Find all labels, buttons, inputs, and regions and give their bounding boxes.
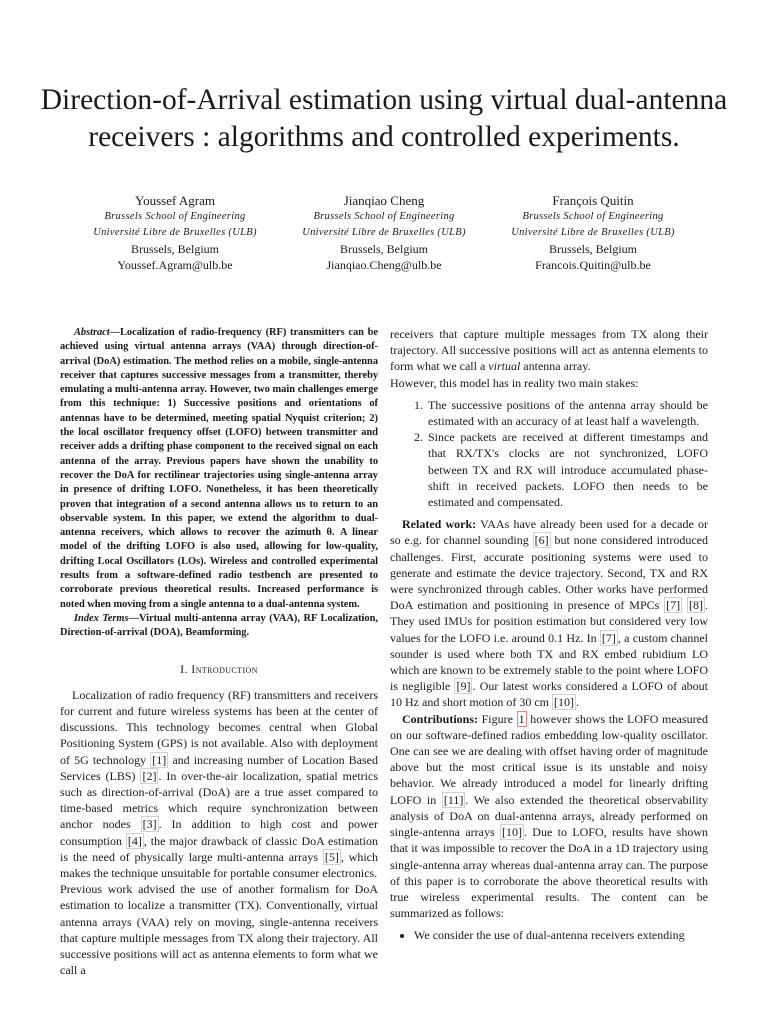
abstract-lead: Abstract: [74, 327, 110, 338]
list-item: 2. Since packets are received at different timestamps and that RX/TX's clocks are not synchronized, LOFO between TX and RX will introduce accumulated phase-shift in received packets. LOFO then needs to be estimated and compensated.: [426, 429, 708, 510]
author-university: Université Libre de Bruxelles (ULB): [302, 227, 466, 238]
contributions-list: [390, 927, 708, 943]
author-university: Université Libre de Bruxelles (ULB): [511, 227, 675, 238]
intro-paragraph-2: Previous work advised the use of another formalism for DoA estimation to localize a transmitter (TX). Conventionally, virtual antenna arrays (VAA) rely on moving, single-antenna receivers that capture multiple messages from TX along their trajectory. All successive positions will act as antenna elements to form what we call a: [60, 882, 378, 978]
citation-link[interactable]: [7]: [601, 630, 616, 645]
index-terms-text: —Virtual multi-antenna array (VAA), RF Localization, Direction-of-arrival (DOA), Beamforming.: [60, 612, 378, 639]
author-city: Brussels, Belgium: [130, 242, 219, 256]
author-email: Youssef.Agram@ulb.be: [117, 258, 233, 272]
citation-link[interactable]: [11]: [443, 792, 464, 807]
paper-title: Direction-of-Arrival estimation using virtual dual-antenna receivers : algorithms and controlled experiments.: [40, 83, 728, 153]
author-university: Université Libre de Bruxelles (ULB): [93, 227, 257, 238]
author-email: Francois.Quitin@ulb.be: [535, 258, 651, 272]
section-heading-introduction: I. Introduction: [180, 661, 258, 676]
related-work-paragraph: Related work: VAAs have already been used for a decade or so e.g. for channel sounding [6] but none considered introduced challenges. First, accurate positioning systems were used to generate and estimate the device trajectory. Second, TX and RX were synchronized through cables. Other works have performed DoA estimation and positioning in presence of MPCs [7] [8] . They used IMUs for position estimation but considered very low values for the LOFO i.e. around 0.1 Hz. In [7] , a custom channel sounder is used where both TX and RX embed rubidium LO which are known to be extremely stable to the point where LOFO is negligible [9] . Our latest works considered a LOFO of about 10 Hz and short motion of 30 cm [10] .: [390, 517, 709, 710]
list-item: 1. The successive positions of the antenna array should be estimated with an accuracy of at least half a wavelength.: [426, 397, 708, 429]
abstract: [60, 326, 378, 612]
author-name: Jianqiao Cheng: [343, 193, 425, 208]
citation-link[interactable]: [9]: [456, 679, 471, 694]
author-2: [279, 193, 489, 273]
author-school: Brussels School of Engineering: [313, 211, 455, 222]
index-terms: [60, 612, 378, 641]
contributions-paragraph: Contributions: Figure 1 however shows the LOFO measured on our software-defined radios embedding low-quality oscillator. One can see we are dealing with offset having order of magnitude above but the most critical issue is its unstable and noisy behavior. We already introduced a model for linearly drifting LOFO in [11] . We also extended the theoretical observability analysis of DoA on dual-antenna arrays, already performed on single-antenna arrays [10] . Due to LOFO, results have shown that it was impossible to recover the DoA in a 1D trajectory using single-antenna array whereas dual-antenna array can. The purpose of this paper is to corroborate the above theoretical results with true wireless experimental results. The content can be summarized as follows:: [390, 711, 709, 921]
citation-link[interactable]: [10]: [501, 825, 522, 840]
author-school: Brussels School of Engineering: [104, 211, 246, 222]
right-column: [390, 326, 708, 944]
left-column: [60, 326, 378, 978]
author-school: Brussels School of Engineering: [522, 211, 664, 222]
citation-link[interactable]: [5]: [324, 849, 339, 864]
citation-link[interactable]: [7]: [666, 598, 681, 613]
citation-link[interactable]: [1]: [152, 752, 167, 767]
intro-paragraph-2-continued: receivers that capture multiple messages from TX along their trajectory. All successive positions will act as antenna elements to form what we call a virtual antenna array.: [390, 327, 708, 374]
author-3: [488, 193, 698, 273]
citation-link[interactable]: [8]: [689, 598, 704, 613]
author-name: Youssef Agram: [135, 193, 215, 208]
citation-link[interactable]: [10]: [553, 695, 574, 710]
stakes-list: [390, 397, 708, 510]
figure-link[interactable]: 1: [518, 711, 525, 726]
intro-paragraph-1: Localization of radio frequency (RF) transmitters and receivers for current and future wireless systems has been at the center of discussions. This technology becomes central when Global Positioning System (GPS) is not available. Also with deployment of 5G technology [1] and increasing number of Location Based Services (LBS) [2] . In over-the-air localization, spatial metrics such as direction-of-arrival (DoA) are a true asset compared to time-based metrics which require synchronization between anchor nodes [3] . In addition to high cost and power consumption [4] , the major drawback of classic DoA estimation is the need of physically large multi-antenna arrays [5] , which makes the technique unsuitable for portable consumer electronics.: [60, 687, 379, 880]
related-work-lead: Related work:: [402, 517, 477, 532]
author-name: François Quitin: [552, 193, 634, 208]
author-city: Brussels, Belgium: [339, 242, 428, 256]
citation-link[interactable]: [6]: [534, 533, 549, 548]
citation-link[interactable]: [4]: [127, 833, 142, 848]
intro-paragraph-3: However, this model has in reality two main stakes:: [390, 375, 639, 390]
author-1: [70, 193, 280, 273]
abstract-text: —Localization of radio-frequency (RF) transmitters can be achieved using virtual antenna arrays (VAA) through direction-of-arrival (DoA) estimation. The method relies on a mobile, single-antenna receiver that captures successive messages from a transmitter, thereby emulating a multi-antenna array. However, two main challenges emerge from this technique: 1) Successive positions and orientations of antennas have to be determined, meeting spatial Nyquist criterion; 2) the local oscillator frequency offset (LOFO) between transmitter and receiver adds a drifting phase component to the received signal on each antenna of the array. Previous papers have shown the unability to recover the DoA for rectilinear trajectories using single-antenna array in presence of drifting LOFO. Nonetheless, it has been theoretically proven that integration of a second antenna allows us to return to an observable system. In this paper, we extend the algorithm to dual-antenna receivers, which allows to recover the azimuth θ. A linear model of the drifting LOFO is also used, allowing for low-quality, drifting Local Oscillators (LOs). Wireless and controlled experimental results from a software-defined radio testbench are presented to corroborate previous theoretical results. Increased performance is noted when moving from a single antenna to a dual-antenna system.: [60, 327, 378, 610]
author-city: Brussels, Belgium: [548, 242, 637, 256]
index-terms-lead: Index Terms: [74, 612, 129, 624]
author-email: Jianqiao.Cheng@ulb.be: [326, 258, 442, 272]
author-block: [70, 193, 698, 273]
list-item: • We consider the use of dual-antenna receivers extending: [414, 927, 708, 943]
contributions-lead: Contributions:: [402, 711, 479, 726]
citation-link[interactable]: [3]: [142, 817, 157, 832]
citation-link[interactable]: [2]: [142, 768, 157, 783]
